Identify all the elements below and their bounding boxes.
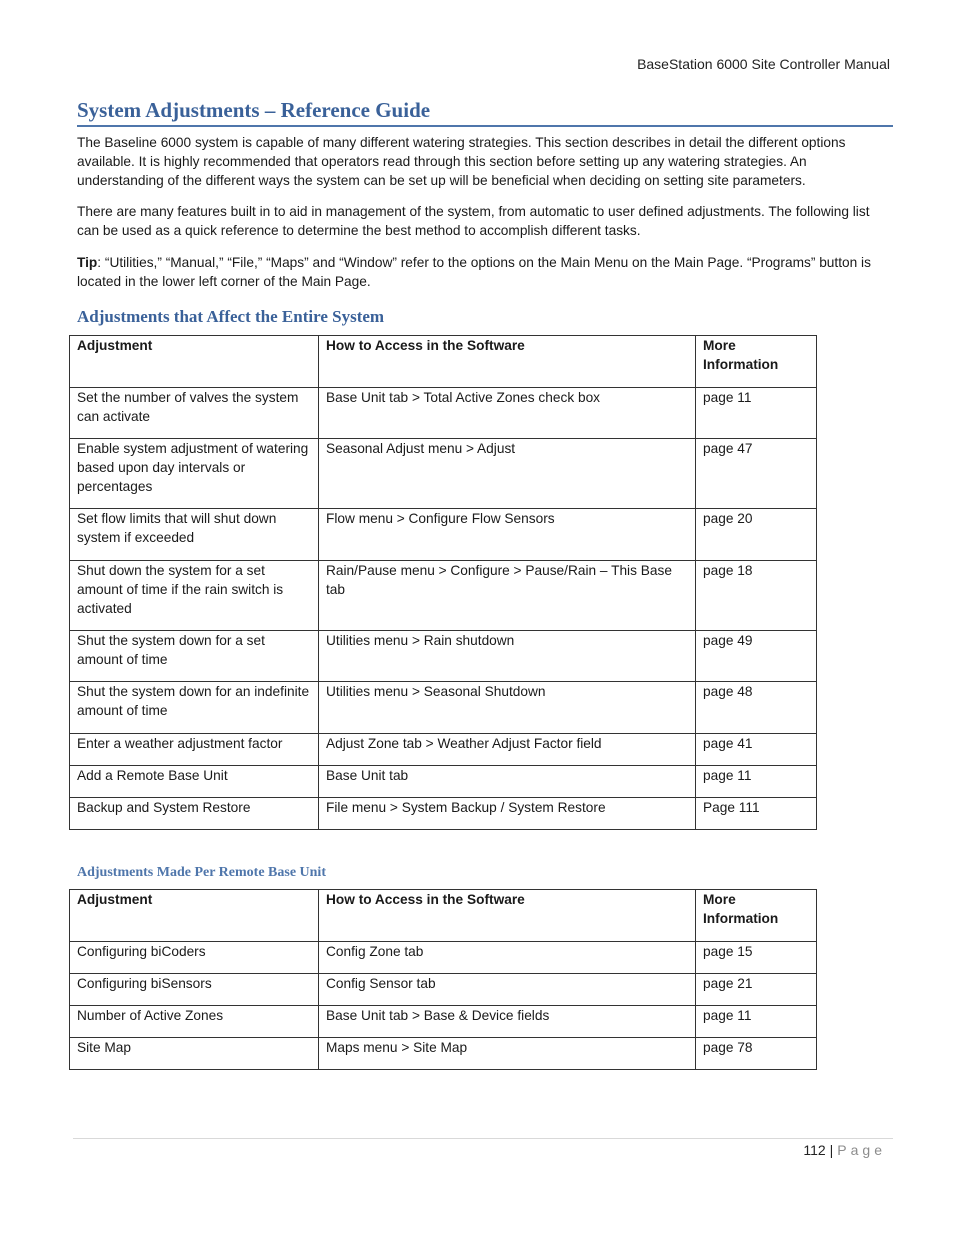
table-header-row — [70, 890, 817, 942]
table-cell: Adjust Zone tab > Weather Adjust Factor field — [319, 734, 696, 766]
table-row — [70, 766, 817, 798]
column-header: More Information — [696, 890, 817, 942]
section-title: System Adjustments – Reference Guide — [77, 97, 893, 127]
table-cell: Shut down the system for a set amount of time if the rain switch is activated — [70, 561, 319, 631]
table-row — [70, 1006, 817, 1038]
table-header-row — [70, 336, 817, 388]
running-header: BaseStation 6000 Site Controller Manual — [637, 56, 890, 72]
footer-divider — [73, 1138, 893, 1139]
column-header: How to Access in the Software — [319, 890, 696, 942]
page-footer — [803, 1142, 886, 1158]
table-cell: page 20 — [696, 509, 817, 561]
table-row — [70, 439, 817, 509]
tip-paragraph — [77, 253, 889, 291]
table-cell: Configuring biSensors — [70, 974, 319, 1006]
column-header: More Information — [696, 336, 817, 388]
page-word: Page — [837, 1142, 886, 1158]
table-cell: Base Unit tab > Total Active Zones check box — [319, 388, 696, 439]
intro-paragraph: The Baseline 6000 system is capable of many different watering strategies. This section describes in detail the different options available. It is highly recommended that operators read through this section before setting up any watering strategies. An understanding of the different ways the system can be set up will be beneficial when deciding on setting site parameters. — [77, 135, 846, 188]
tip-label: Tip — [77, 255, 98, 270]
entire-system-table — [69, 335, 817, 830]
tip-text: : “Utilities,” “Manual,” “File,” “Maps” and “Window” refer to the options on the Main Menu on the Main Page. “Programs” button is located in the lower left corner of the Main Page. — [77, 255, 871, 289]
footer-separator: | — [829, 1142, 834, 1158]
table-cell: page 41 — [696, 734, 817, 766]
per-remote-base-table — [69, 889, 817, 1070]
table-cell: page 49 — [696, 631, 817, 682]
table-cell: page 47 — [696, 439, 817, 509]
table-cell: page 21 — [696, 974, 817, 1006]
table-cell: Site Map — [70, 1038, 319, 1070]
table-cell: Base Unit tab > Base & Device fields — [319, 1006, 696, 1038]
table-row — [70, 798, 817, 830]
table-cell: page 18 — [696, 561, 817, 631]
table-cell: Set the number of valves the system can activate — [70, 388, 319, 439]
table-cell: Set flow limits that will shut down system if exceeded — [70, 509, 319, 561]
table1-heading: Adjustments that Affect the Entire System — [77, 307, 385, 326]
table-cell: Add a Remote Base Unit — [70, 766, 319, 798]
table-cell: page 15 — [696, 942, 817, 974]
table-cell: Shut the system down for an indefinite amount of time — [70, 682, 319, 734]
table2-heading: Adjustments Made Per Remote Base Unit — [77, 865, 326, 880]
table-cell: Page 111 — [696, 798, 817, 830]
table-cell: Configuring biCoders — [70, 942, 319, 974]
features-paragraph: There are many features built in to aid in management of the system, from automatic to user defined adjustments. The following list can be used as a quick reference to determine the best method to accomplish different tasks. — [77, 204, 870, 238]
table-cell: page 11 — [696, 388, 817, 439]
table-cell: Rain/Pause menu > Configure > Pause/Rain – This Base tab — [319, 561, 696, 631]
table-cell: page 78 — [696, 1038, 817, 1070]
column-header: How to Access in the Software — [319, 336, 696, 388]
table-row — [70, 561, 817, 631]
page-number: 112 — [803, 1142, 826, 1158]
table-row — [70, 509, 817, 561]
table-cell: Flow menu > Configure Flow Sensors — [319, 509, 696, 561]
table-cell: Utilities menu > Rain shutdown — [319, 631, 696, 682]
table-cell: Config Sensor tab — [319, 974, 696, 1006]
table-cell: page 48 — [696, 682, 817, 734]
table-cell: File menu > System Backup / System Restore — [319, 798, 696, 830]
table-cell: Enable system adjustment of watering based upon day intervals or percentages — [70, 439, 319, 509]
table-cell: Base Unit tab — [319, 766, 696, 798]
table-cell: Enter a weather adjustment factor — [70, 734, 319, 766]
column-header: Adjustment — [70, 336, 319, 388]
table-cell: Backup and System Restore — [70, 798, 319, 830]
table-cell: page 11 — [696, 766, 817, 798]
table-cell: page 11 — [696, 1006, 817, 1038]
table-row — [70, 388, 817, 439]
table-row — [70, 682, 817, 734]
table-row — [70, 974, 817, 1006]
table-cell: Number of Active Zones — [70, 1006, 319, 1038]
table-row — [70, 734, 817, 766]
column-header: Adjustment — [70, 890, 319, 942]
table-cell: Maps menu > Site Map — [319, 1038, 696, 1070]
table-cell: Shut the system down for a set amount of time — [70, 631, 319, 682]
table-row — [70, 942, 817, 974]
table-cell: Config Zone tab — [319, 942, 696, 974]
table-row — [70, 631, 817, 682]
table-row — [70, 1038, 817, 1070]
table-cell: Seasonal Adjust menu > Adjust — [319, 439, 696, 509]
table-cell: Utilities menu > Seasonal Shutdown — [319, 682, 696, 734]
